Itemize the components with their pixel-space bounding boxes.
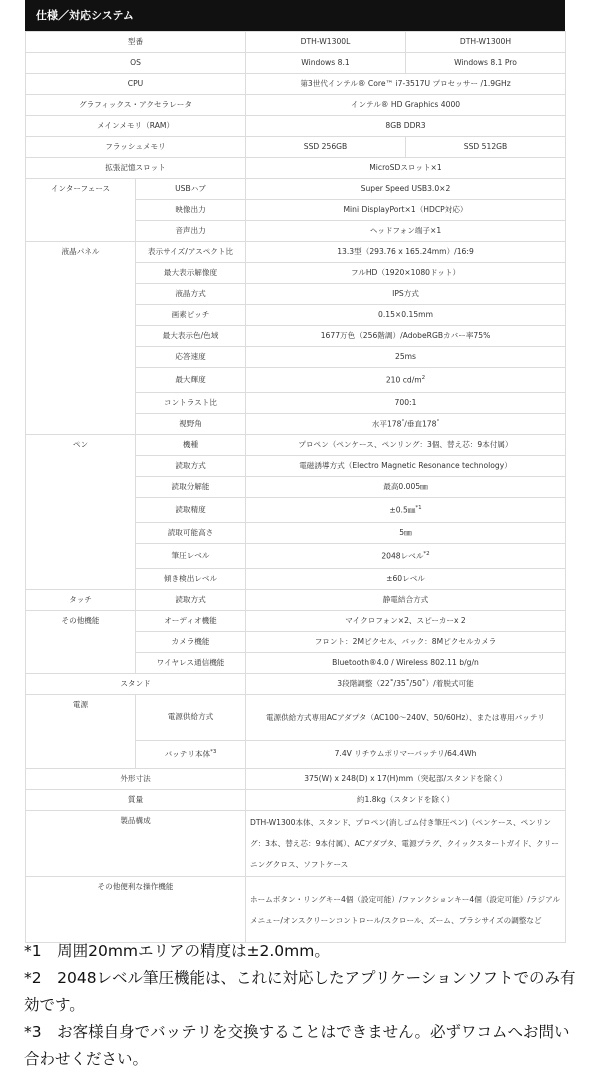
row-label: コントラスト比 [136, 393, 246, 414]
row-value: 最高0.005㎜ [246, 477, 566, 498]
row-value: MicroSDスロット×1 [246, 158, 566, 179]
group-label: タッチ [26, 590, 136, 611]
footnote-ref: *2 [423, 550, 430, 557]
table-row [26, 695, 566, 741]
page-title: 仕様／対応システム [25, 0, 565, 31]
degree-mark: ° [436, 418, 440, 425]
row-value: 0.15×0.15mm [246, 305, 566, 326]
row-label: 最大輝度 [136, 368, 246, 393]
row-value: 375(W) x 248(D) x 17(H)mm（突起部/スタンドを除く） [246, 769, 566, 790]
row-label: 音声出力 [136, 221, 246, 242]
spec-table [25, 31, 566, 943]
row-value: Bluetooth®4.0 / Wireless 802.11 b/g/n [246, 653, 566, 674]
group-label: インターフェース [26, 179, 136, 242]
row-value: IPS方式 [246, 284, 566, 305]
row-value: 静電結合方式 [246, 590, 566, 611]
table-row [26, 32, 566, 53]
row-value: 3段階調整（22˚/35˚/50˚）/着脱式可能 [246, 674, 566, 695]
row-value: 8GB DDR3 [246, 116, 566, 137]
row-label: グラフィックス・アクセラレータ [26, 95, 246, 116]
row-label: 外形寸法 [26, 769, 246, 790]
row-value: 電磁誘導方式（Electro Magnetic Resonance technology） [246, 456, 566, 477]
group-label: 電源 [26, 695, 136, 769]
footnote-ref: *1 [415, 504, 422, 511]
table-row [26, 137, 566, 158]
table-row [26, 179, 566, 200]
flash-right: SSD 512GB [406, 137, 566, 158]
footnotes [24, 938, 584, 1073]
table-row [26, 158, 566, 179]
row-value: Super Speed USB3.0×2 [246, 179, 566, 200]
footnote-1: *1 周囲20mmエリアの精度は±2.0mm。 [24, 942, 330, 960]
row-value: 約1.8kg（スタンドを除く） [246, 790, 566, 811]
os-right: Windows 8.1 Pro [406, 53, 566, 74]
row-label: 読取可能高さ [136, 523, 246, 544]
table-row [26, 590, 566, 611]
row-value: Mini DisplayPort×1（HDCP対応） [246, 200, 566, 221]
row-label: 筆圧レベル [136, 544, 246, 569]
model-right: DTH-W1300H [406, 32, 566, 53]
footnote-2: *2 2048レベル筆圧機能は、これに対応したアプリケーションソフトでのみ有効です。 [24, 969, 576, 1014]
row-value [246, 368, 566, 393]
row-value [246, 498, 566, 523]
table-row [26, 435, 566, 456]
row-value [246, 414, 566, 435]
row-value: 5㎜ [246, 523, 566, 544]
row-value: ±60レベル [246, 569, 566, 590]
row-label: 映像出力 [136, 200, 246, 221]
row-label: 表示サイズ/アスペクト比 [136, 242, 246, 263]
row-value: 第3世代インテル® Core™ i7-3517U プロセッサー /1.9GHz [246, 74, 566, 95]
group-label: 液晶パネル [26, 242, 136, 435]
table-row [26, 877, 566, 943]
row-label: 傾き検出レベル [136, 569, 246, 590]
row-label: ワイヤレス通信機能 [136, 653, 246, 674]
table-row [26, 790, 566, 811]
table-row [26, 74, 566, 95]
row-value: 電源供給方式専用ACアダプタ（AC100～240V、50/60Hz）、または専用バッテリ [246, 695, 566, 741]
row-label: 読取方式 [136, 456, 246, 477]
row-value: 13.3型（293.76 x 165.24mm）/16:9 [246, 242, 566, 263]
row-label: スタンド [26, 674, 246, 695]
brightness-value: 210 cd/m [385, 375, 422, 385]
table-row [26, 53, 566, 74]
row-label: フラッシュメモリ [26, 137, 246, 158]
row-value: 700:1 [246, 393, 566, 414]
row-label: カメラ機能 [136, 632, 246, 653]
row-value: インテル® HD Graphics 4000 [246, 95, 566, 116]
table-row [26, 611, 566, 632]
row-label: 読取精度 [136, 498, 246, 523]
table-row [26, 769, 566, 790]
table-row [26, 95, 566, 116]
row-value: 25ms [246, 347, 566, 368]
row-label [136, 741, 246, 769]
viewing-h: 水平178 [371, 419, 402, 429]
row-label: 液晶方式 [136, 284, 246, 305]
pressure-value: 2048レベル [381, 551, 424, 561]
row-label: 読取分解能 [136, 477, 246, 498]
row-value: プロペン（ペンケース、ペンリング：3個、替え芯：9本付属） [246, 435, 566, 456]
footnote-ref: *3 [210, 749, 217, 756]
row-label: 最大表示色/色域 [136, 326, 246, 347]
row-value: DTH-W1300本体、スタンド、プロペン(消しゴム付き筆圧ペン)（ペンケース、ペンリング：3本、替え芯：9本付属）、ACアダプタ、電源プラグ、クイックスタートガイド、クリーニングクロス、ソフトケース [246, 811, 566, 877]
viewing-v: /垂直178 [404, 419, 437, 429]
row-label: 拡張記憶スロット [26, 158, 246, 179]
row-label: 製品構成 [26, 811, 246, 877]
group-label: ペン [26, 435, 136, 590]
group-label: その他機能 [26, 611, 136, 674]
row-label: 視野角 [136, 414, 246, 435]
footnote-3: *3 お客様自身でバッテリを交換することはできません。必ずワコムへお問い合わせください。 [24, 1023, 570, 1068]
table-row [26, 811, 566, 877]
row-value: 1677万色（256階調）/AdobeRGBカバー率75% [246, 326, 566, 347]
row-value: マイクロフォン×2、スピーカーx 2 [246, 611, 566, 632]
row-label: USBハブ [136, 179, 246, 200]
flash-left: SSD 256GB [246, 137, 406, 158]
row-label: OS [26, 53, 246, 74]
row-label: 最大表示解像度 [136, 263, 246, 284]
row-value [246, 544, 566, 569]
degree-mark: ° [401, 418, 405, 425]
table-row [26, 242, 566, 263]
row-label: その他便利な操作機能 [26, 877, 246, 943]
row-label: オーディオ機能 [136, 611, 246, 632]
row-value: ヘッドフォン端子×1 [246, 221, 566, 242]
os-left: Windows 8.1 [246, 53, 406, 74]
battery-label: バッテリ本体 [164, 749, 211, 759]
row-label: 型番 [26, 32, 246, 53]
row-label: CPU [26, 74, 246, 95]
row-label: メインメモリ（RAM） [26, 116, 246, 137]
row-label: 画素ピッチ [136, 305, 246, 326]
row-label: 電源供給方式 [136, 695, 246, 741]
row-value: ホームボタン・リングキー4個（設定可能）/ファンクションキー4個（設定可能）/ラジアルメニュー/オンスクリーンコントロール/スクロール、ズーム、ブラシサイズの調整など [246, 877, 566, 943]
row-label: 読取方式 [136, 590, 246, 611]
accuracy-value: ±0.5㎜ [389, 505, 416, 515]
model-left: DTH-W1300L [246, 32, 406, 53]
row-label: 応答速度 [136, 347, 246, 368]
table-row [26, 116, 566, 137]
row-value: フルHD（1920×1080ドット） [246, 263, 566, 284]
brightness-sup: 2 [421, 374, 426, 381]
row-label: 機種 [136, 435, 246, 456]
table-row [26, 674, 566, 695]
row-label: 質量 [26, 790, 246, 811]
row-value: 7.4V リチウムポリマーバッテリ/64.4Wh [246, 741, 566, 769]
row-value: フロント：2Mピクセル、バック：8Mピクセルカメラ [246, 632, 566, 653]
